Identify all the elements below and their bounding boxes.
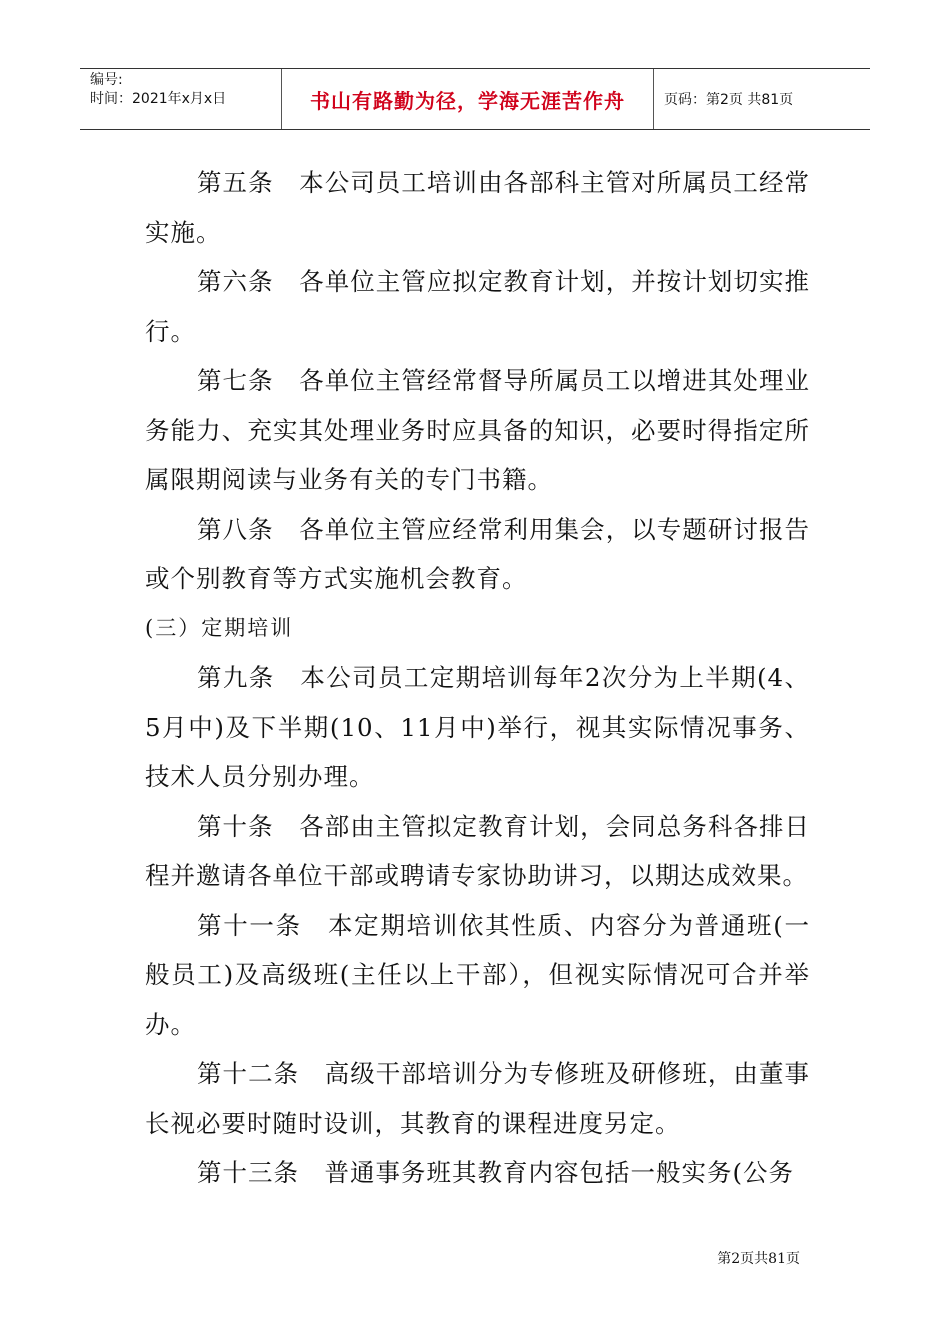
header-page-label: 页码：第2页 共81页 (664, 92, 794, 108)
header-meta-cell (80, 69, 282, 129)
section-heading: (三）定期培训 (145, 615, 294, 640)
article-8: 第八条 各单位主管应经常利用集会，以专题研讨报告或个别教育等方式实施机会教育。 (145, 514, 810, 593)
article-7: 第七条 各单位主管经常督导所属员工以增进其处理业务能力、充实其处理业务时应具备的知识，必要时得指定所属限期阅读与业务有关的专门书籍。 (145, 366, 810, 494)
article-11: 第十一条 本定期培训依其性质、内容分为普通班(一般员工)及高级班(主任以上干部），但视实际情况可合并举办。 (145, 910, 810, 1039)
header-motto: 书山有路勤为径，学海无涯苦作舟 (282, 69, 654, 129)
article-12: 第十二条 高级干部培训分为专修班及研修班，由董事长视必要时随时设训，其教育的课程进度另定。 (145, 1059, 810, 1138)
document-number-label: 编号: (90, 72, 123, 88)
article-10: 第十条 各部由主管拟定教育计划，会同总务科各排日程并邀请各单位干部或聘请专家协助讲习，以期达成效果。 (145, 811, 810, 890)
document-body (145, 158, 810, 1198)
article-9: 第九条 本公司员工定期培训每年2次分为上半期(4、5月中)及下半期(10、11月中)举行，视其实际情况事务、技术人员分别办理。 (145, 663, 810, 791)
article-6: 第六条 各单位主管应拟定教育计划，并按计划切实推行。 (145, 267, 810, 346)
footer-page-number: 第2页共81页 (717, 1251, 800, 1267)
header-table (80, 68, 870, 130)
article-5: 第五条 本公司员工培训由各部科主管对所属员工经常实施。 (145, 168, 810, 247)
article-13: 第十三条 普通事务班其教育内容包括一般实务(公务 (197, 1158, 795, 1187)
document-time-label: 时间：2021年x月x日 (90, 91, 227, 107)
